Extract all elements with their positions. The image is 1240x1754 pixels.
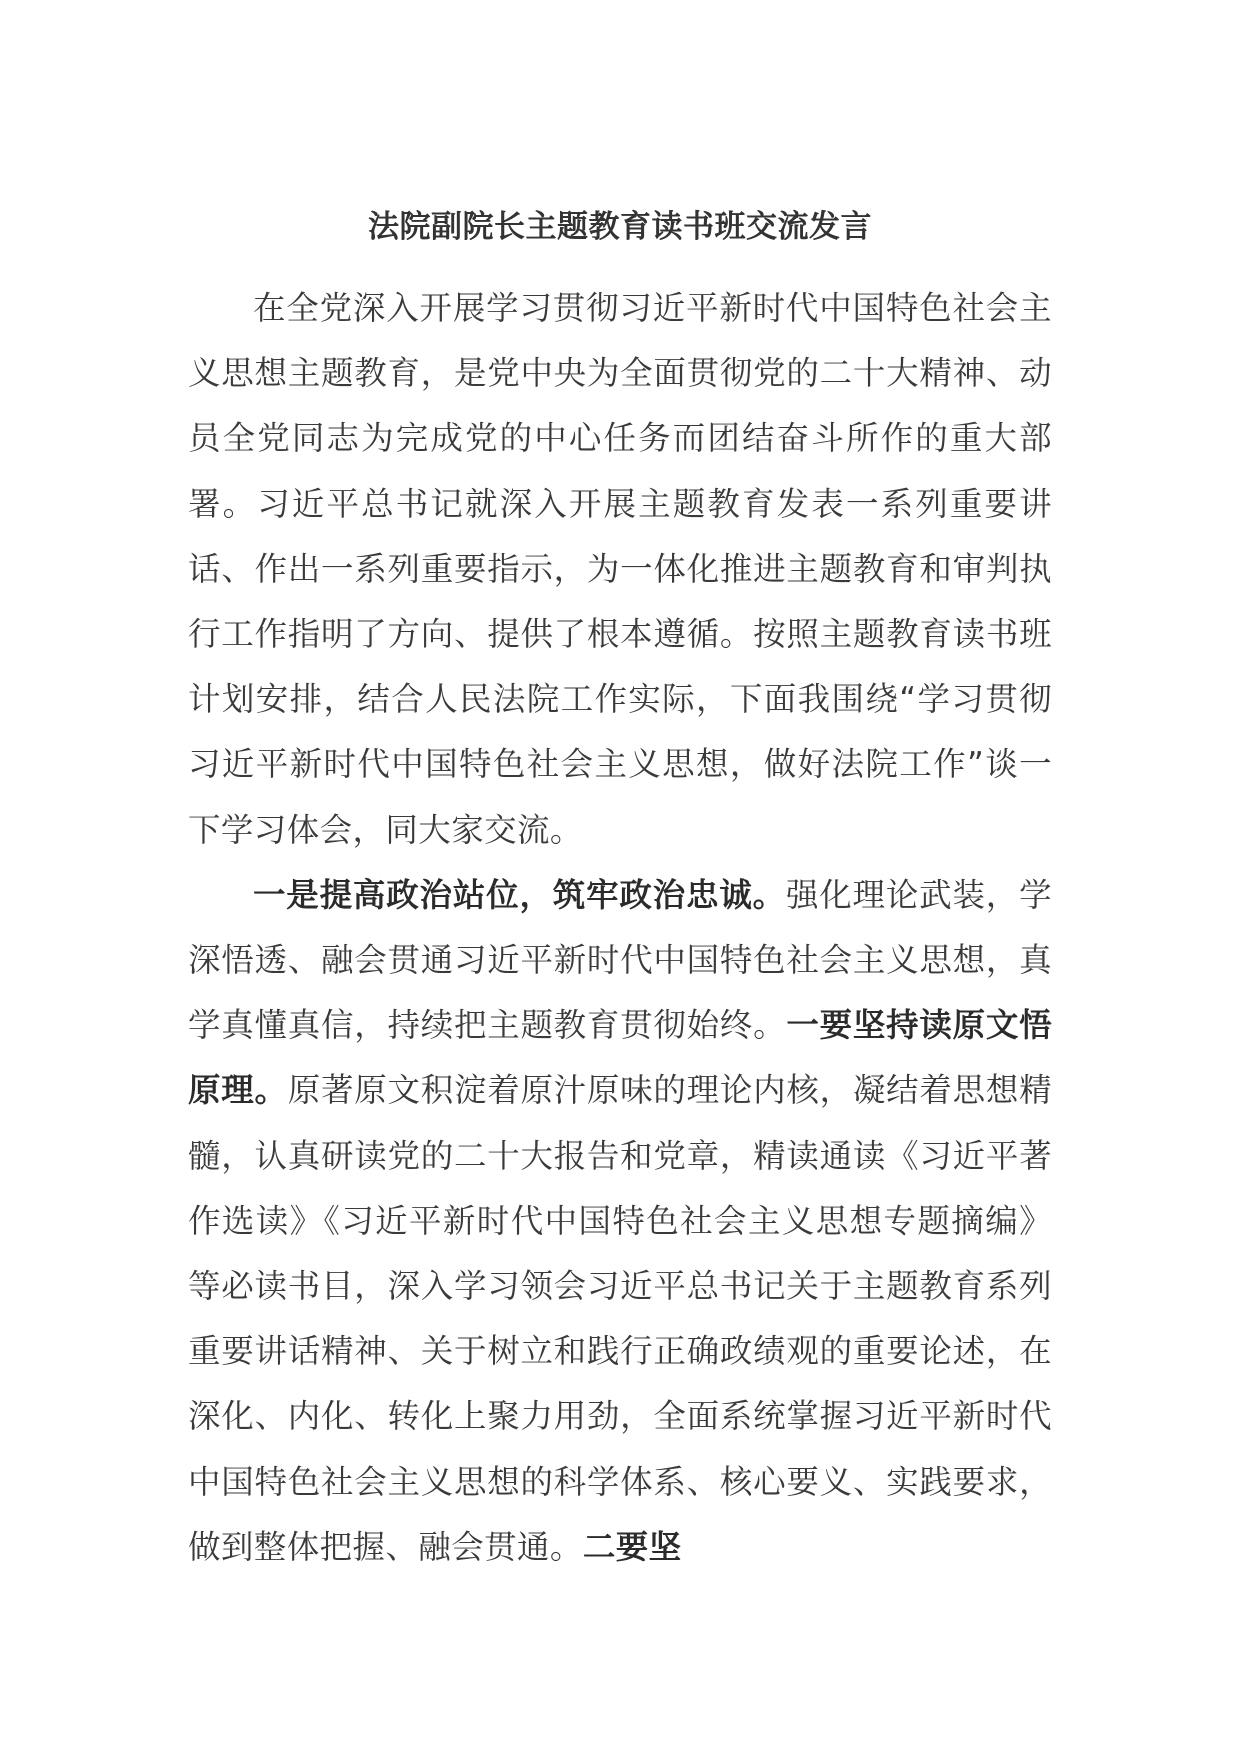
document-body	[188, 276, 1052, 1580]
document-title: 法院副院长主题教育读书班交流发言	[368, 209, 872, 245]
intro-paragraph: 在全党深入开展学习贯彻习近平新时代中国特色社会主义思想主题教育，是党中央为全面贯彻党的二十大精神、动员全党同志为完成党的中心任务而团结奋斗所作的重大部署。习近平总书记就深入开展主题教育发表一系列重要讲话、作出一系列重要指示，为一体化推进主题教育和审判执行工作指明了方向、提供了根本遵循。按照主题教育读书班计划安排，结合人民法院工作实际，下面我围绕“学习贯彻习近平新时代中国特色社会主义思想，做好法院工作”谈一下学习体会，同大家交流。	[188, 289, 1052, 849]
section-text: 强化理论武装，学深悟透、融会贯通习近平新时代中国特色社会主义思想，真学真懂真信，持续把主题教育贯彻始终。	[188, 875, 1052, 1045]
section-paragraph-1	[188, 863, 1052, 1580]
subsection-heading-2: 二要坚	[582, 1527, 682, 1566]
subsection-heading-1: 一要坚持读原文悟原理。	[188, 1006, 1052, 1110]
section-heading: 一是提高政治站位，筑牢政治忠诚。	[253, 875, 786, 914]
subsection-text-1: 原著原文积淀着原汁原味的理论内核，凝结着思想精髓，认真研读党的二十大报告和党章，精读通读《习近平著作选读》《习近平新时代中国特色社会主义思想专题摘编》等必读书目，深入学习领会习近平总书记关于主题教育系列重要讲话精神、关于树立和践行正确政绩观的重要论述，在深化、内化、转化上聚力用劲，全面系统掌握习近平新时代中国特色社会主义思想的科学体系、核心要义、实践要求，做到整体把握、融会贯通。	[188, 1071, 1052, 1566]
